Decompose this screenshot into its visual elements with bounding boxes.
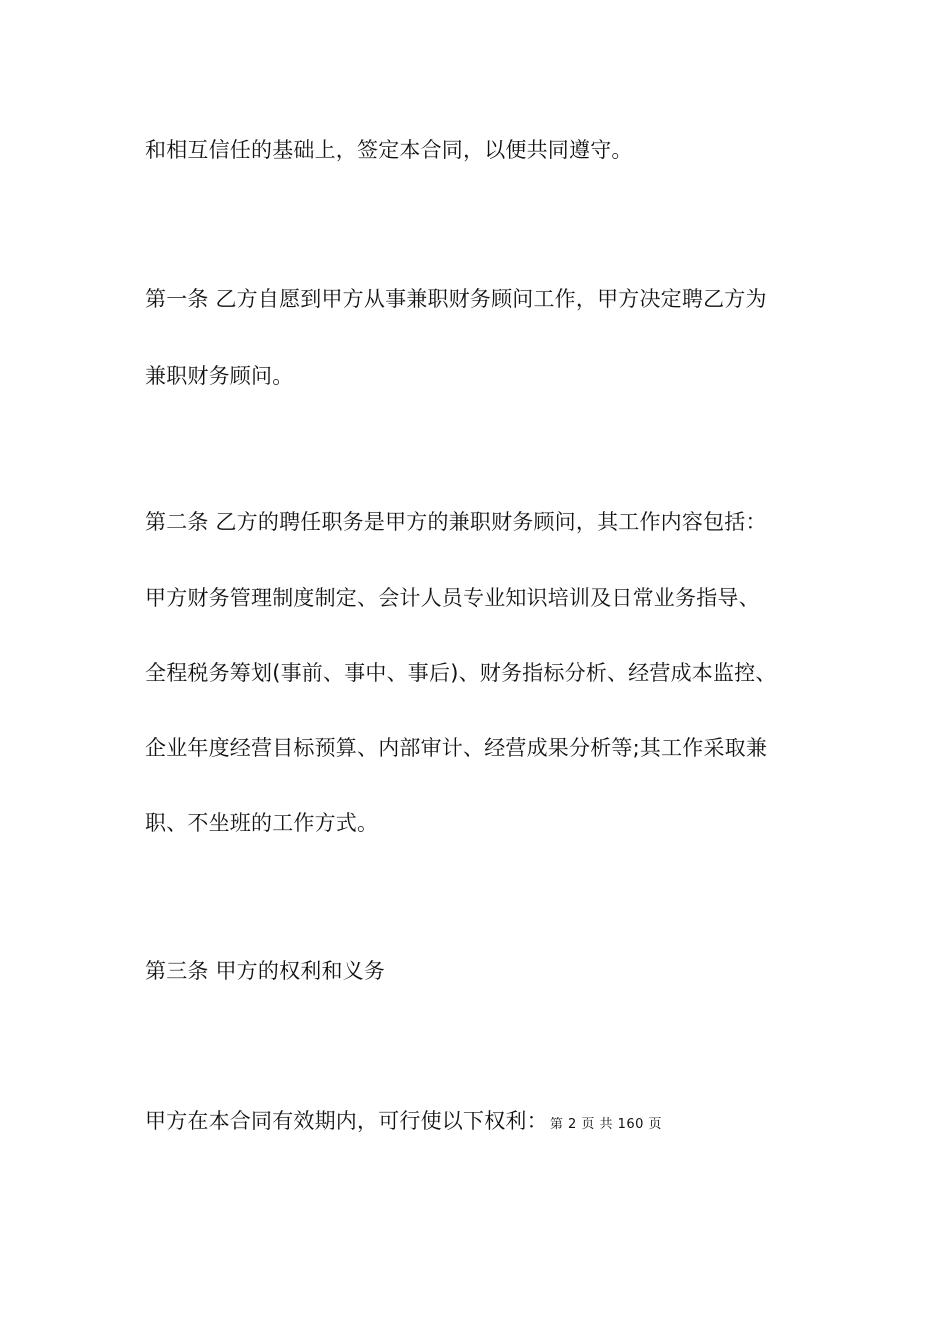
paragraph-intro-tail: 和相互信任的基础上，签定本合同，以便共同遵守。: [145, 138, 633, 162]
article-1-line-2: 兼职财务顾问。: [145, 364, 294, 388]
article-1-line-1: 第一条 乙方自愿到甲方从事兼职财务顾问工作，甲方决定聘乙方为: [145, 287, 767, 311]
article-2-line-4: 企业年度经营目标预算、内部审计、经营成果分析等;其工作采取兼: [145, 736, 768, 760]
page-indicator: 第 2 页 共 160 页: [549, 1117, 663, 1132]
rights-intro-line: [145, 1107, 662, 1139]
article-3-heading: 第三条 甲方的权利和义务: [145, 959, 386, 983]
article-2-line-1: 第二条 乙方的聘任职务是甲方的兼职财务顾问，其工作内容包括：: [145, 510, 767, 534]
article-2-line-2: 甲方财务管理制度制定、会计人员专业知识培训及日常业务指导、: [145, 586, 760, 610]
article-2-line-5: 职、不坐班的工作方式。: [145, 811, 379, 835]
rights-intro-text: 甲方在本合同有效期内，可行使以下权利：: [145, 1109, 548, 1133]
article-2-line-3: 全程税务筹划(事前、事中、事后)、财务指标分析、经营成本监控、: [145, 661, 777, 685]
